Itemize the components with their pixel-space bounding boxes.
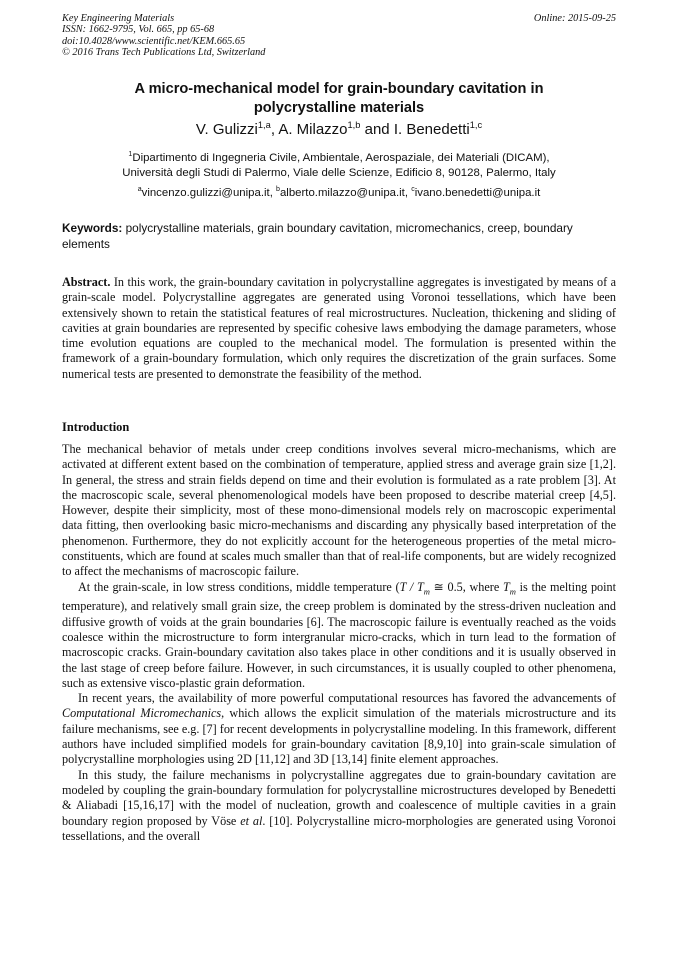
formula-text: T / T — [399, 579, 424, 594]
emphasis: et al — [240, 813, 263, 828]
copyright-line: © 2016 Trans Tech Publications Ltd, Switzerland — [62, 47, 266, 59]
email-mark: c — [411, 186, 415, 194]
title-line-2: polycrystalline materials — [253, 99, 425, 116]
text-run: In this study, the failure mechanisms in polycrystalline aggregates due to grain-boundary cavitation are modeled by coupling the grain-boundary formulation for polycrystalline microstructures developed by Benedetti & Aliabadi [15,16,17] with the model of nucleation, growth and coalescence of multiple cavities in a grain boundary region proposed by Vöse — [62, 767, 616, 828]
author-affil-mark: 1,c — [469, 120, 483, 130]
email-link[interactable]: alberto.milazzo@unipa.it, — [279, 187, 412, 199]
journal-name: Key Engineering Materials — [62, 13, 175, 24]
affil-line-2: Università degli Studi di Palermo, Viale delle Scienze, Edificio 8, 90128, Palermo, Italy — [122, 167, 556, 179]
affiliation — [62, 151, 616, 181]
email-mark: a — [137, 186, 142, 194]
paper-title — [62, 80, 616, 117]
paragraph — [62, 768, 616, 844]
formula-rest: ≅ 0.5 — [429, 579, 463, 594]
author-name: V. Gulizzi — [195, 121, 258, 138]
email-link[interactable]: vincenzo.gulizzi@unipa.it, — [141, 187, 277, 199]
email-link[interactable]: ivano.benedetti@unipa.it — [414, 187, 541, 199]
abstract-text: In this work, the grain-boundary cavitation in polycrystalline aggregates is investigated by means of a grain-scale model. Polycrystalline aggregates are generated using Voronoi tessellations, which have been extensively shown to retain the statistical features of real microstructures. Nucleation, thickening and sliding of cavities at grain boundaries are represented by specific cohesive laws embodying the damage parameters, whose time evolution equations are coupled to the mechanical model. The formulation is presented within the framework of a grain-boundary formulation, which only requires the discretization of the grain surfaces. Some numerical tests are presented to demonstrate the feasibility of the method. — [62, 275, 616, 381]
keywords — [62, 220, 616, 252]
doi-line: doi:10.4028/www.scientific.net/KEM.665.65 — [62, 35, 246, 47]
online-date: Online: 2015-09-25 — [533, 13, 616, 24]
formula — [399, 579, 430, 597]
author-name: , A. Milazzo — [270, 121, 348, 138]
keywords-text: polycrystalline materials, grain boundary cavitation, micromechanics, creep, boundary elements — [62, 221, 573, 251]
author-emails — [62, 186, 616, 201]
text-run: , which allows the explicit simulation of the materials microstructure and its failure mechanisms, see e.g. [7] for recent developments in polycrystalline modeling. In this framework, different authors have included simplified models for grain-boundary cavitation [8,9,10] into grain-scale simulation of polycrystalline morphologies using 2D [11,12] and 3D [13,14] finite element approaches. — [62, 706, 616, 767]
symbol: T — [502, 579, 510, 594]
affil-mark: 1 — [128, 151, 133, 159]
text-run: is the melting point temperature), and relatively small grain size, the creep problem is dominated by the stress-driven nucleation and diffusive growth of voids at the grain boundaries [6]. The macroscopic failure is eventually reached as the voids coalesce within the microstructure to form intergranular micro-cracks, which in turn lead to the formation of macroscopic cracks. Grain-boundary cavitation also takes place in other conditions and it is usually observed in the last stage of creep before failure. However, in such circumstances, it is usually coupled to other phenomena, such as extensive visco-plastic grain deformation. — [62, 579, 617, 690]
formula-sub: m — [423, 586, 430, 597]
author-list — [62, 121, 616, 139]
title-line-1: A micro-mechanical model for grain-boundary cavitation in — [134, 81, 544, 97]
author-affil-mark: 1,b — [347, 120, 361, 130]
text-run: . [10]. Polycrystalline micro-morphologies are generated using Voronoi tessellations, and the overall — [62, 813, 616, 843]
text-run: In recent years, the availability of more powerful computational resources has favored the advancements of — [78, 691, 616, 706]
paragraph: The mechanical behavior of metals under creep conditions involves several micro-mechanisms, which are activated at different extent based on the combination of temperature, applied stress and average grain size [1,2]. In general, the stress and strain fields depend on time and their evolution is formulated as a rate problem [3]. At the macroscopic scale, several phenomenological models have been proposed to describe material creep [4,5]. However, despite their simplicity, most of these mono-dimensional models rely on macroscopic experimental data fitting, then overlooking basic micro-mechanisms and discarding any physically based interpretation of the phenomenon. Furthermore, they do not explicitly account for the heterogeneous properties of the metal micro-constituents, which are found at scales much smaller than that of real-life components, but are widely recognized to affect the mechanisms of macroscopic failure. — [62, 442, 616, 579]
issn-line: ISSN: 1662-9795, Vol. 665, pp 65-68 — [62, 24, 215, 36]
journal-header — [62, 13, 616, 59]
email-mark: b — [276, 186, 280, 194]
abstract — [62, 275, 616, 382]
keywords-label: Keywords: — [62, 221, 123, 235]
author-affil-mark: 1,a — [257, 120, 271, 130]
text-run: , where — [462, 579, 503, 594]
emphasis: Computational Micromechanics — [62, 706, 222, 721]
section-heading-introduction: Introduction — [62, 420, 130, 434]
abstract-label: Abstract. — [62, 275, 111, 289]
introduction-body — [62, 442, 616, 844]
paragraph — [62, 691, 616, 767]
symbol-sub: m — [509, 586, 516, 597]
paragraph — [62, 580, 616, 692]
affil-line-1: Dipartimento di Ingegneria Civile, Ambientale, Aerospaziale, dei Materiali (DICAM), — [132, 152, 550, 164]
author-name: and I. Benedetti — [360, 121, 470, 138]
text-run: At the grain-scale, in low stress conditions, middle temperature ( — [78, 579, 400, 594]
